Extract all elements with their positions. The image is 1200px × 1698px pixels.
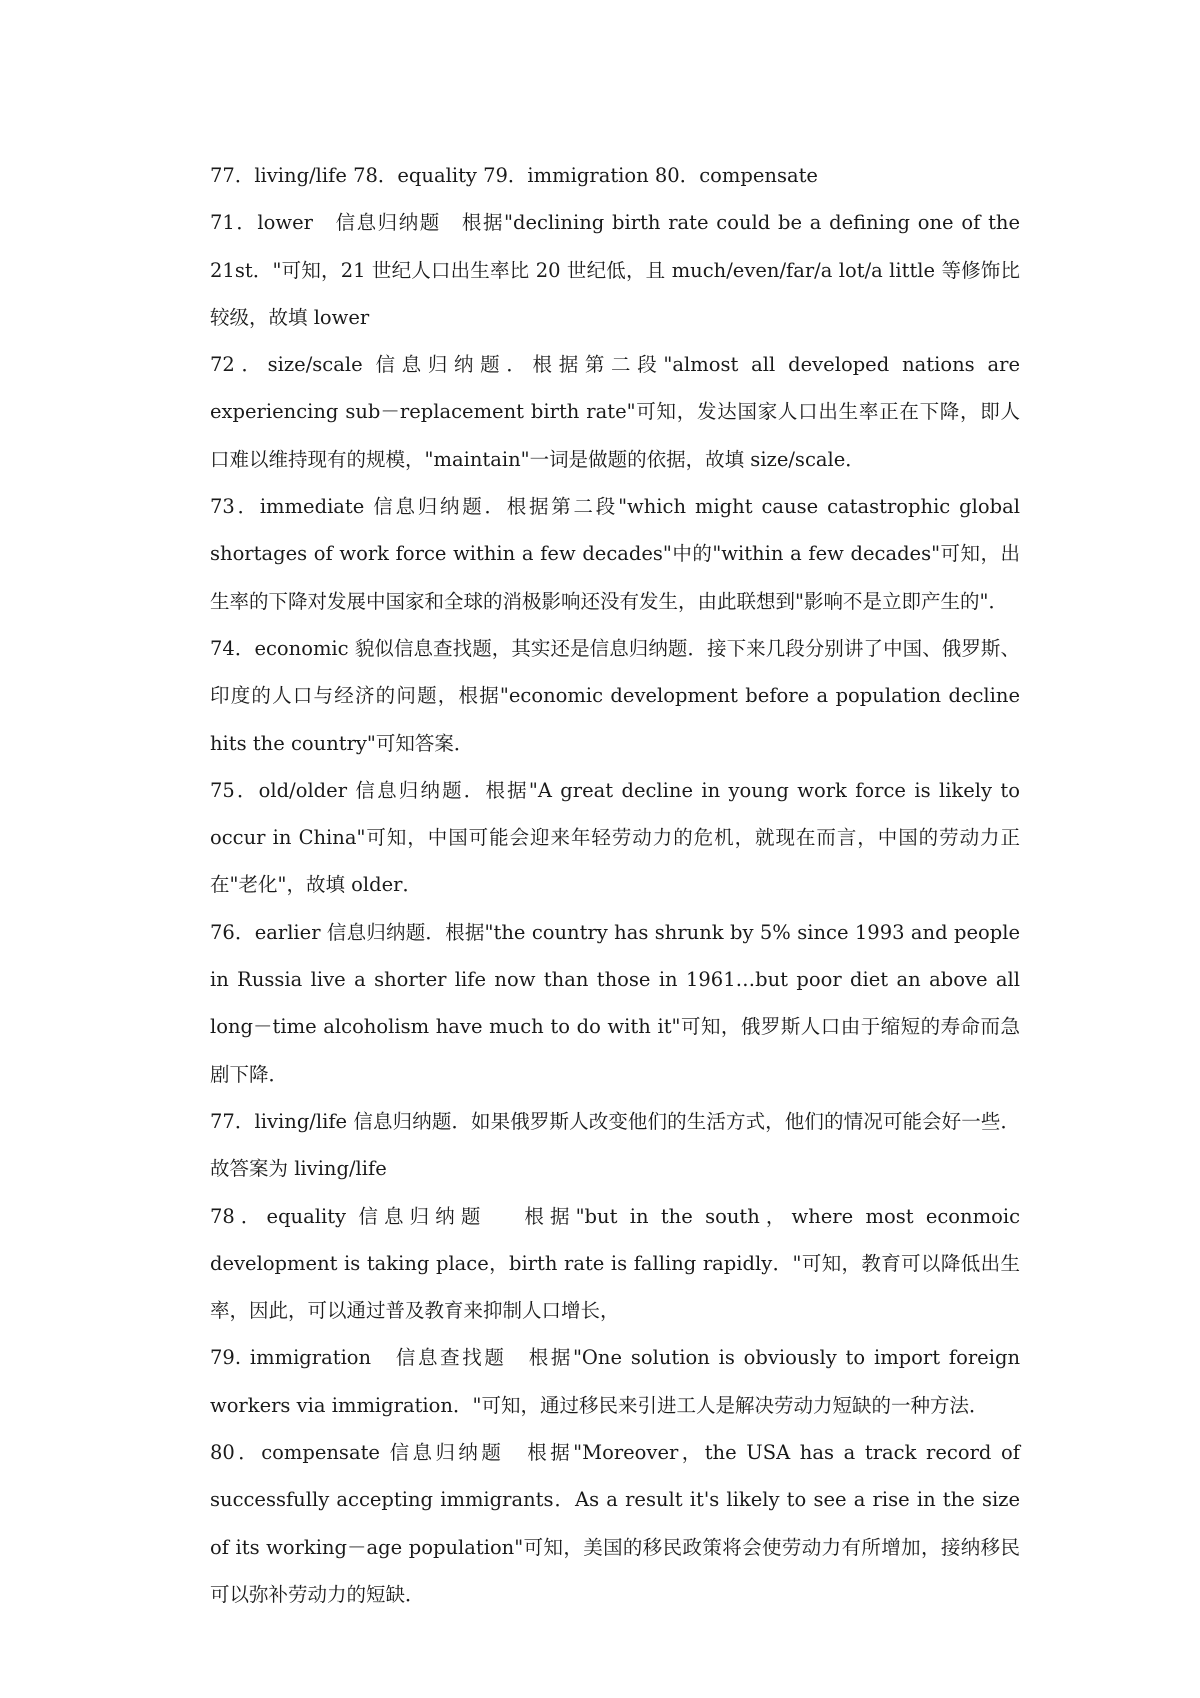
explanation-73: 73．immediate 信息归纳题．根据第二段"which might cause catastrophic global shortages of work force within a few decades"中的"within a few decades"可知，出生率的下降对发展中国家和全球的消极影响还没有发生，由此联想到"影响不是立即产生的"．: [210, 495, 1020, 613]
explanation-79: 79. immigration 信息查找题 根据"One solution is obviously to import foreign workers via immigration．"可知，通过移民来引进工人是解决劳动力短缺的一种方法．: [210, 1346, 1020, 1417]
explanation-76: 76．earlier 信息归纳题．根据"the country has shrunk by 5% since 1993 and people in Russia live a shorter life now than those in 1961…but poor diet an above all long－time alcoholism have much to do with it"可知，俄罗斯人口由于缩短的寿命而急剧下降．: [210, 920, 1020, 1086]
document-page: [210, 152, 1020, 1618]
explanation-78: 78．equality 信息归纳题 根据"but in the south，where most econmoic development is taking place，birth rate is falling rapidly．"可知，教育可以降低出生率，因此，可以通过普及教育来抑制人口增长，: [210, 1204, 1020, 1323]
explanation-75: 75．old/older 信息归纳题．根据"A great decline in young work force is likely to occur in China"可知，中国可能会迎来年轻劳动力的危机，就现在而言，中国的劳动力正在"老化"，故填 older．: [210, 778, 1020, 897]
answer-summary-line: 77．living/life 78．equality 79．immigration 80．compensate: [210, 164, 818, 187]
explanation-77: 77．living/life 信息归纳题．如果俄罗斯人改变他们的生活方式，他们的情况可能会好一些．故答案为 living/life: [210, 1109, 1020, 1181]
explanation-71: 71．lower 信息归纳题 根据"declining birth rate could be a defining one of the 21st．"可知，21 世纪人口出生率比 20 世纪低，且 much/even/far/a lot/a little 等修饰比较级，故填 lower: [210, 211, 1020, 329]
explanation-72: 72．size/scale 信息归纳题．根据第二段"almost all developed nations are experiencing sub－replacement birth rate"可知，发达国家人口出生率正在下降，即人口难以维持现有的规模，"maintain"一词是做题的依据，故填 size/scale．: [210, 353, 1020, 471]
explanation-80: 80．compensate 信息归纳题 根据"Moreover，the USA has a track record of successfully accepting immigrants．As a result it's likely to see a rise in the size of its working－age population"可知，美国的移民政策将会使劳动力有所增加，接纳移民可以弥补劳动力的短缺．: [210, 1441, 1020, 1606]
explanation-74: 74．economic 貌似信息查找题，其实还是信息归纳题．接下来几段分别讲了中国、俄罗斯、印度的人口与经济的问题，根据"economic development before a population decline hits the country"可知答案．: [210, 636, 1020, 755]
